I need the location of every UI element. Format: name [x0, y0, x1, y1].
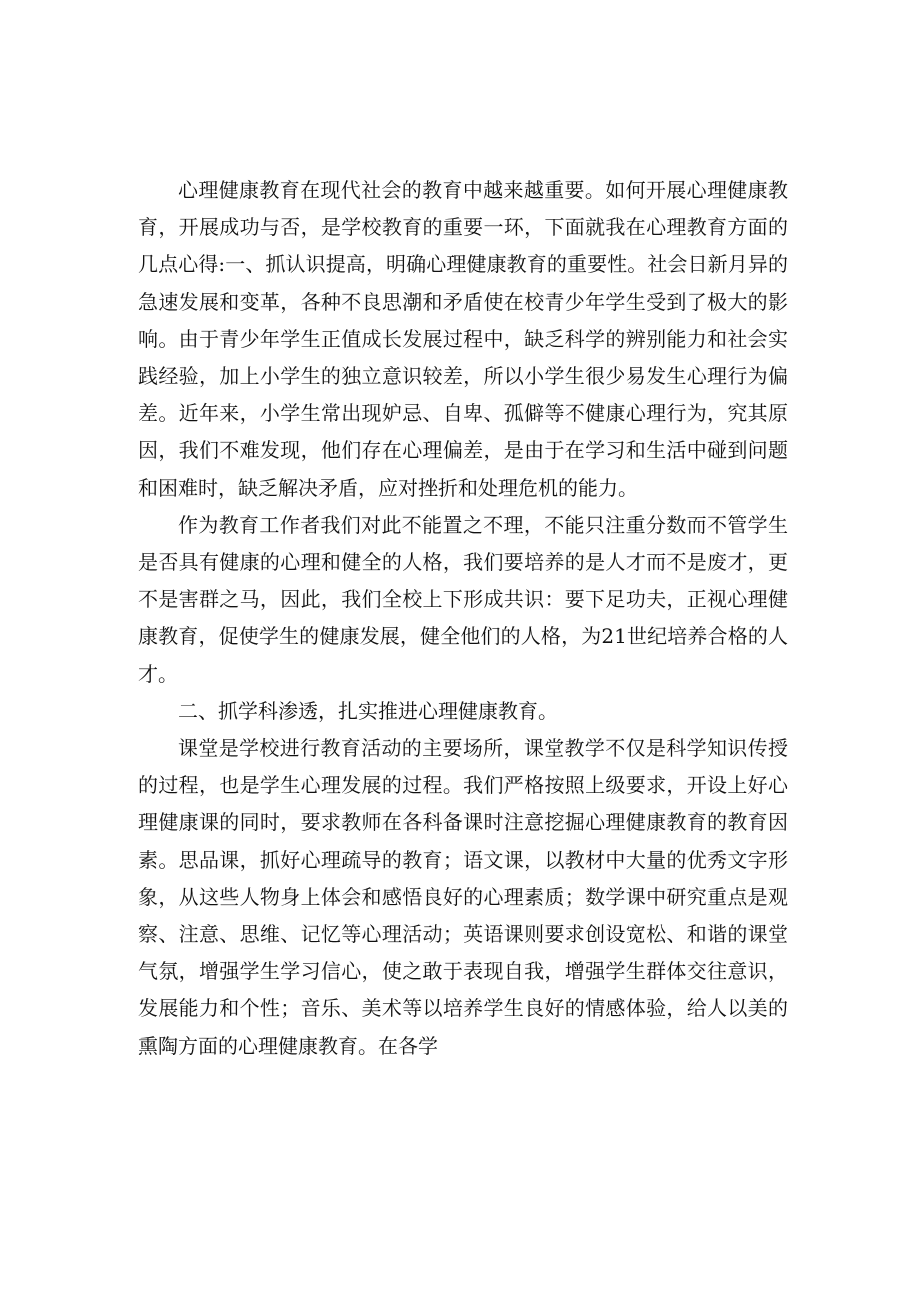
paragraph-3-heading: 二、抓学科渗透，扎实推进心理健康教育。	[178, 698, 558, 723]
document-body	[138, 172, 788, 1065]
paragraph-1: 心理健康教育在现代社会的教育中越来越重要。如何开展心理健康教育，开展成功与否，是学校教育的重要一环，下面就我在心理教育方面的几点心得:一、抓认识提高，明确心理健康教育的重要性。社会日新月异的急速发展和变革，各种不良思潮和矛盾使在校青少年学生受到了极大的影响。由于青少年学生正值成长发展过程中，缺乏科学的辨别能力和社会实践经验，加上小学生的独立意识较差，所以小学生很少易发生心理行为偏差。近年来，小学生常出现妒忌、自卑、孤僻等不健康心理行为，究其原因，我们不难发现，他们存在心理偏差，是由于在学习和生活中碰到问题和困难时，缺乏解决矛盾，应对挫折和处理危机的能力。	[138, 178, 788, 500]
paragraph-2: 作为教育工作者我们对此不能置之不理，不能只注重分数而不管学生是否具有健康的心理和健全的人格，我们要培养的是人才而不是废才，更不是害群之马，因此，我们全校上下形成共识：要下足功夫，正视心理健康教育，促使学生的健康发展，健全他们的人格，为21世纪培养合格的人才。	[138, 512, 788, 686]
paragraph-4: 课堂是学校进行教育活动的主要场所，课堂教学不仅是科学知识传授的过程，也是学生心理发展的过程。我们严格按照上级要求，开设上好心理健康课的同时，要求教师在各科备课时注意挖掘心理健康教育的教育因素。思品课，抓好心理疏导的教育；语文课，以教材中大量的优秀文字形象，从这些人物身上体会和感悟良好的心理素质；数学课中研究重点是观察、注意、思维、记忆等心理活动；英语课则要求创设宽松、和谐的课堂气氛，增强学生学习信心，使之敢于表现自我，增强学生群体交往意识，发展能力和个性；音乐、美术等以培养学生良好的情感体验，给人以美的熏陶方面的心理健康教育。在各学	[138, 736, 788, 1058]
